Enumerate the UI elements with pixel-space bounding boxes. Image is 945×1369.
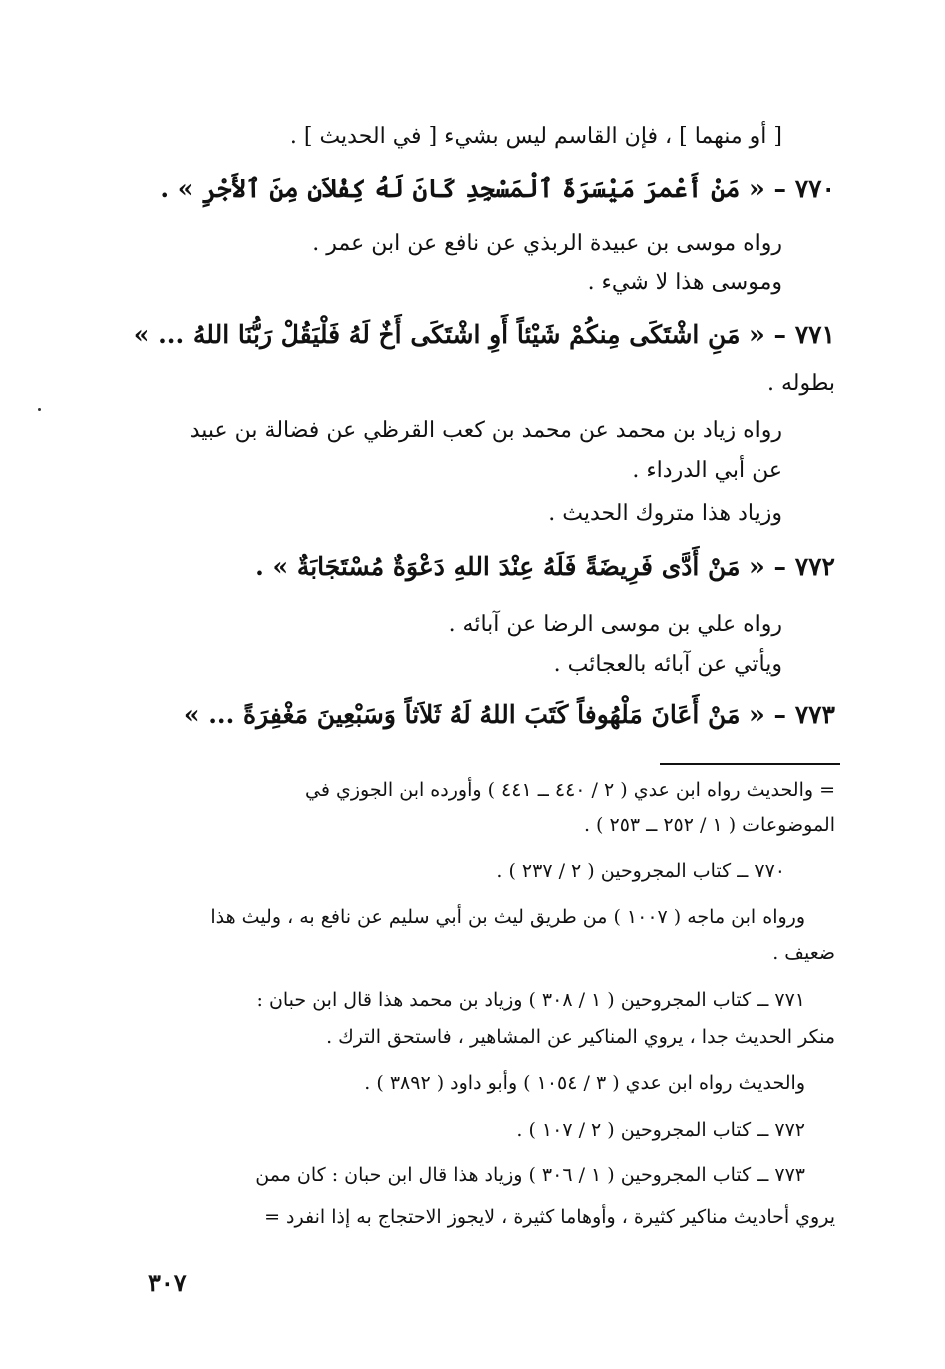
main-line: وموسى هذا لا شيء . <box>587 270 782 295</box>
footnote-773: ٧٧٣ ــ كتاب المجروحين ( ١ / ٣٠٦ ) وزياد هذا قال ابن حبان : كان ممن <box>255 1164 805 1186</box>
footnote-line: الموضوعات ( ١ / ٢٥٢ ــ ٢٥٣ ) . <box>583 814 835 836</box>
main-line: رواه موسى بن عبيدة الربذي عن نافع عن ابن عمر . <box>312 231 782 256</box>
footnote-line: منكر الحديث جدا ، يروي المناكير عن المشاهير ، فاستحق الترك . <box>326 1026 835 1048</box>
footnote-line: ورواه ابن ماجه ( ١٠٠٧ ) من طريق ليث بن أبي سليم عن نافع به ، وليث هذا <box>210 906 805 928</box>
footnote-771: ٧٧١ ــ كتاب المجروحين ( ١ / ٣٠٨ ) وزياد بن محمد هذا قال ابن حبان : <box>256 989 805 1011</box>
hadith-773: ٧٧٣ – « مَنْ أَعَانَ مَلْهُوفاً كَتَبَ اللهُ لَهُ ثَلاَثاً وَسَبْعِينَ مَغْفِرَةً ... » <box>183 700 835 729</box>
main-line: رواه زياد بن محمد عن محمد بن كعب القرظي عن فضالة بن عبيد <box>189 418 782 443</box>
main-line: رواه علي بن موسى الرضا عن آبائه . <box>448 612 782 637</box>
footnote-separator <box>660 763 840 765</box>
main-line: وزياد هذا متروك الحديث . <box>548 501 782 526</box>
page-number: ٣٠٧ <box>148 1268 187 1297</box>
footnote-line: = والحديث رواه ابن عدي ( ٢ / ٤٤٠ ــ ٤٤١ ) وأورده ابن الجوزي في <box>305 779 835 801</box>
footnote-line: ضعيف . <box>772 942 835 964</box>
margin-mark <box>38 408 41 411</box>
footnote-line: والحديث رواه ابن عدي ( ٣ / ١٠٥٤ ) وأبو داود ( ٣٨٩٢ ) . <box>364 1072 805 1094</box>
footnote-770: ٧٧٠ ــ كتاب المجروحين ( ٢ / ٢٣٧ ) . <box>496 860 785 882</box>
footnote-772: ٧٧٢ ــ كتاب المجروحين ( ٢ / ١٠٧ ) . <box>516 1119 805 1141</box>
hadith-770: ٧٧٠ – « مَنْ أَعْمرَ مَيْسَرَةَ ٱلْمَسْجِدِ كَانَ لَهُ كِفْلاَنِ مِنَ ٱلأَجْرِ » . <box>160 174 835 203</box>
hadith-772: ٧٧٢ – « مَنْ أَدَّى فَرِيضَةً فَلَهُ عِنْدَ اللهِ دَعْوَةٌ مُسْتَجَابَةٌ » . <box>255 552 835 581</box>
main-line: عن أبي الدرداء . <box>632 458 782 483</box>
hadith-771: ٧٧١ – « مَنِ اشْتَكَى مِنكُمْ شَيْئاً أَوِ اشْتَكَى أَخٌ لَهُ فَلْيَقُلْ رَبُّنَا اللهُ ... » <box>133 320 835 349</box>
main-line: بطوله . <box>766 371 835 396</box>
footnote-line: يروي أحاديث مناكير كثيرة ، وأوهاما كثيرة ، لايجوز الاحتجاج به إذا انفرد = <box>264 1206 835 1228</box>
main-line: ويأتي عن آبائه بالعجائب . <box>553 652 782 677</box>
main-line: [ أو منهما ] ، فإن القاسم ليس بشيء [ في الحديث ] . <box>289 124 782 149</box>
